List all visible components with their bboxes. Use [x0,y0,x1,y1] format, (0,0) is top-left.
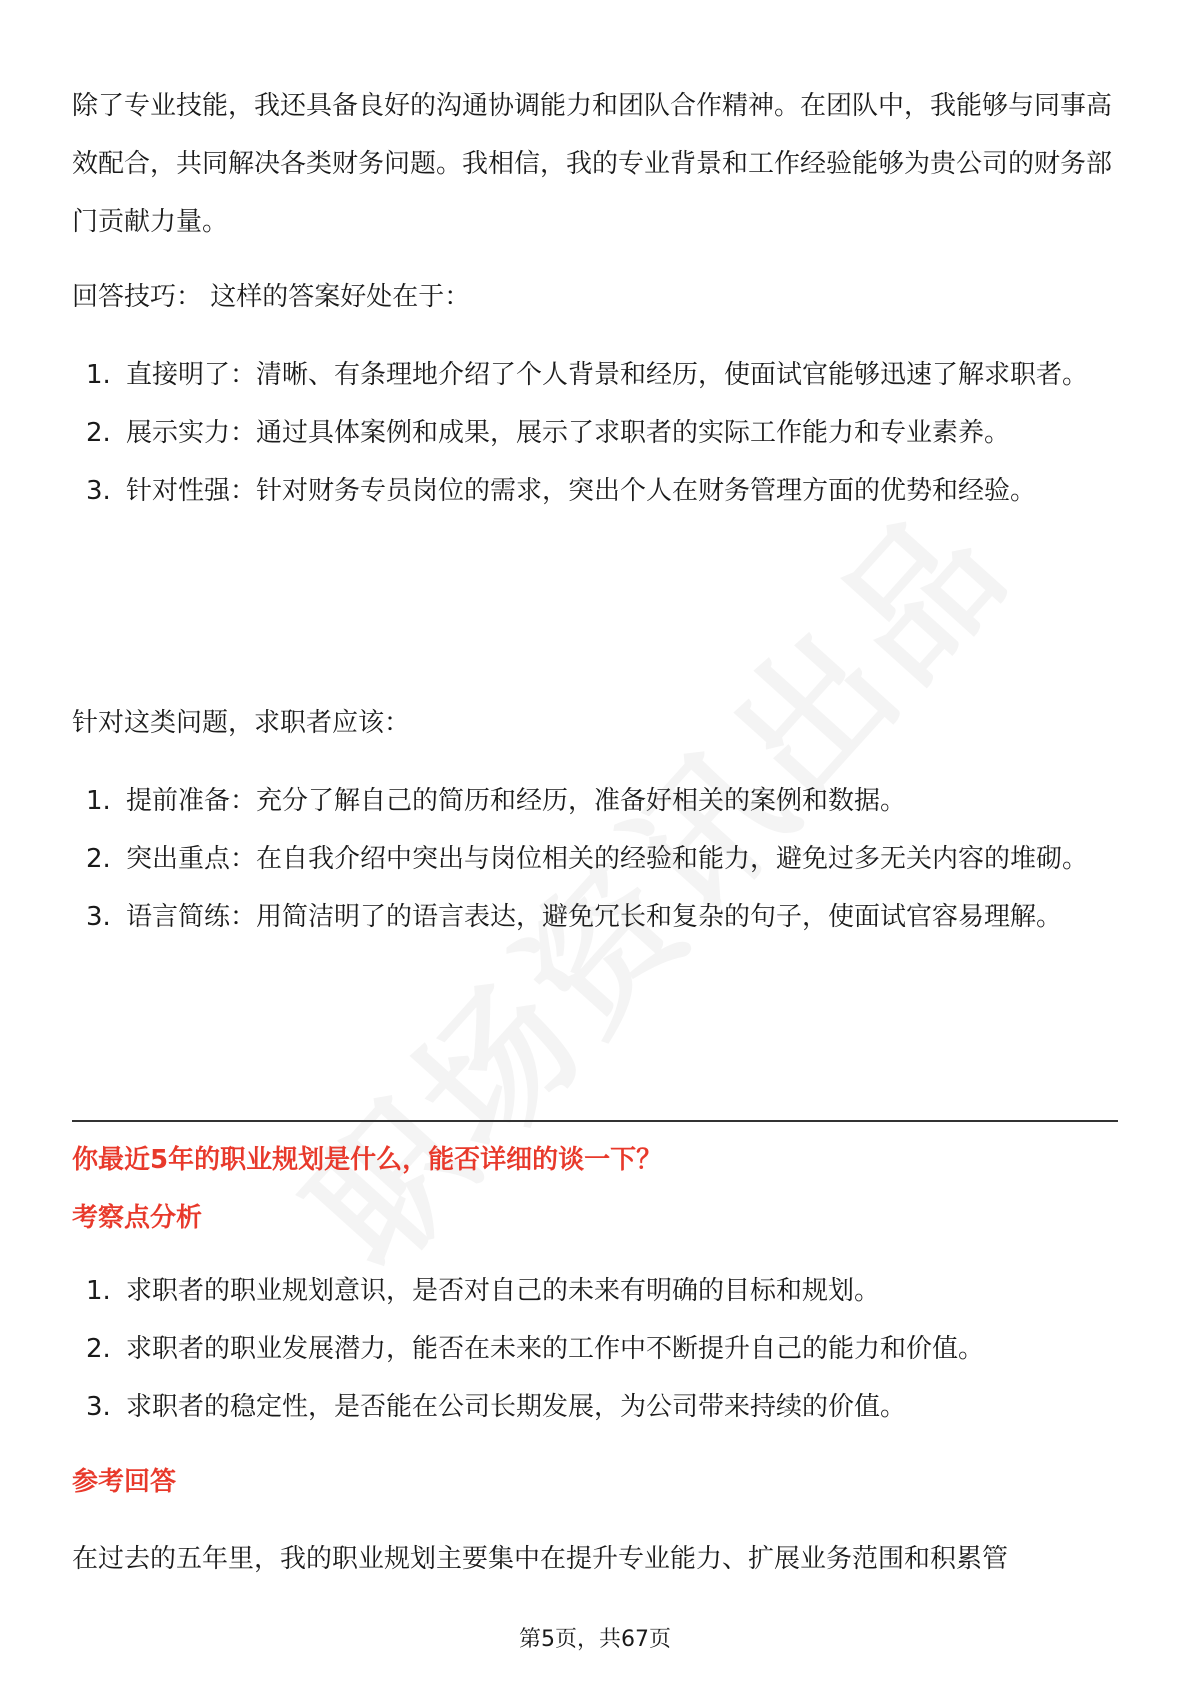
advice-list [72,772,1118,946]
tips-list [72,346,1118,520]
list-number: 2. [86,844,111,874]
reference-paragraph: 在过去的五年里，我的职业规划主要集中在提升专业能力、扩展业务范围和积累管 [72,1544,1009,1574]
list-text: 直接明了：清晰、有条理地介绍了个人背景和经历，使面试官能够迅速了解求职者。 [126,360,1089,390]
list-item [72,346,1118,404]
tips-heading: 回答技巧： 这样的答案好处在于： [72,282,471,312]
list-number: 3. [86,902,111,932]
list-text: 求职者的稳定性，是否能在公司长期发展，为公司带来持续的价值。 [126,1392,907,1422]
list-item [72,1320,1118,1378]
list-text: 突出重点：在自我介绍中突出与岗位相关的经验和能力，避免过多无关内容的堆砌。 [126,844,1089,874]
list-text: 提前准备：充分了解自己的简历和经历，准备好相关的案例和数据。 [126,786,907,816]
list-text: 求职者的职业发展潜力，能否在未来的工作中不断提升自己的能力和价值。 [126,1334,985,1364]
question-title: 你最近5年的职业规划是什么，能否详细的谈一下？ [72,1145,663,1175]
list-item [72,772,1118,830]
list-number: 1. [86,786,111,816]
list-number: 3. [86,1392,111,1422]
page-footer: 第5页，共67页 [519,1627,671,1652]
list-item [72,888,1118,946]
analysis-heading: 考察点分析 [72,1203,203,1233]
list-item [72,462,1118,520]
advice-heading: 针对这类问题，求职者应该： [72,708,411,738]
list-number: 2. [86,1334,111,1364]
list-text: 展示实力：通过具体案例和成果，展示了求职者的实际工作能力和专业素养。 [126,418,1011,448]
list-text: 求职者的职业规划意识，是否对自己的未来有明确的目标和规划。 [126,1276,881,1306]
list-text: 针对性强：针对财务专员岗位的需求，突出个人在财务管理方面的优势和经验。 [126,476,1037,506]
section-divider [72,1120,1118,1122]
list-item [72,1378,1118,1436]
list-item [72,830,1118,888]
intro-paragraph: 除了专业技能，我还具备良好的沟通协调能力和团队合作精神。在团队中，我能够与同事高效配合，共同解决各类财务问题。我相信，我的专业背景和工作经验能够为贵公司的财务部门贡献力量。 [72,91,1113,237]
list-text: 语言简练：用简洁明了的语言表达，避免冗长和复杂的句子，使面试官容易理解。 [126,902,1063,932]
list-number: 1. [86,360,111,390]
list-item [72,1262,1118,1320]
list-number: 2. [86,418,111,448]
analysis-list [72,1262,1118,1436]
list-item [72,404,1118,462]
list-number: 3. [86,476,111,506]
reference-heading: 参考回答 [72,1467,177,1497]
list-number: 1. [86,1276,111,1306]
